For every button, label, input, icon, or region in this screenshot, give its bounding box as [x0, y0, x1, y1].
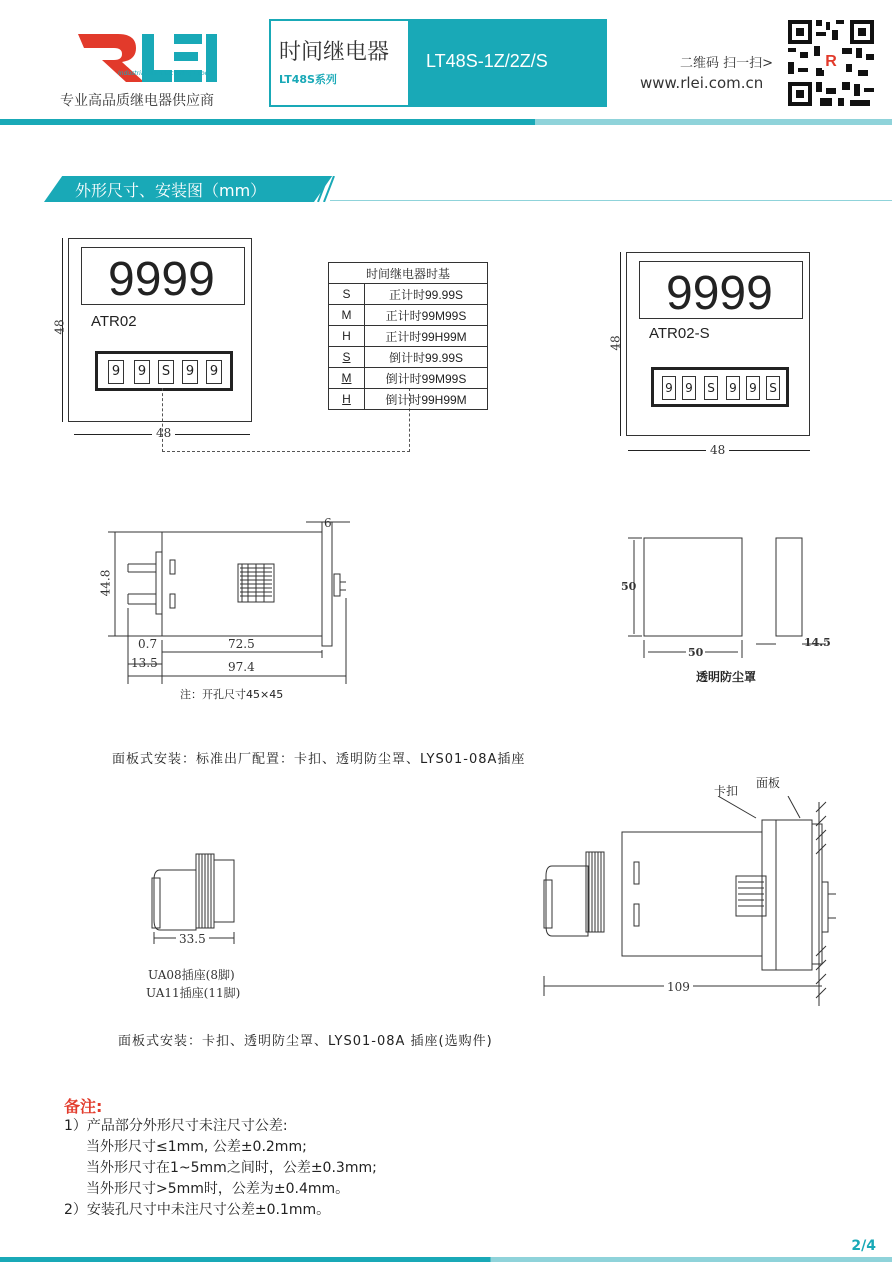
- table-cell-desc: 正计时99M99S: [365, 305, 488, 326]
- dim-13-5: 13.5: [131, 656, 158, 670]
- dust-cover-depth: 14.5: [804, 636, 831, 649]
- dim-48-height-right: 48: [608, 335, 623, 351]
- dim-0-7: 0.7: [138, 637, 158, 651]
- table-cell-code: M: [329, 368, 365, 389]
- dial-6[interactable]: S: [766, 376, 780, 400]
- dust-cover-label: 透明防尘罩: [696, 670, 757, 684]
- table-row: [329, 326, 488, 347]
- notes-title: 备注:: [64, 1097, 103, 1116]
- display-window: [639, 261, 803, 319]
- dial-2[interactable]: 9: [134, 360, 150, 384]
- note-line: 当外形尺寸在1~5mm之间时，公差±0.3mm;: [86, 1160, 377, 1176]
- qr-code[interactable]: [786, 18, 876, 108]
- label-panel: 面板: [756, 776, 781, 790]
- table-cell-desc: 正计时99.99S: [365, 284, 488, 305]
- table-cell-code: S: [329, 284, 365, 305]
- dial-4[interactable]: 9: [182, 360, 198, 384]
- section-title: 外形尺寸、安装图（mm）: [75, 181, 267, 200]
- stripes-graphic: [306, 176, 336, 202]
- table-row: [329, 347, 488, 368]
- title-cn: 时间继电器: [279, 40, 390, 65]
- dial-1[interactable]: 9: [108, 360, 124, 384]
- note-line: 当外形尺寸≤1mm, 公差±0.2mm;: [86, 1139, 307, 1155]
- table-header-row: [329, 263, 488, 284]
- header-divider: [0, 119, 892, 125]
- qr-code-graphic: [786, 18, 876, 108]
- dim-72-5: 72.5: [228, 637, 255, 651]
- dust-cover-width: 50: [688, 646, 704, 659]
- table-cell-code: H: [329, 389, 365, 410]
- front-view-atr02-s: [626, 252, 810, 436]
- socket-dim: 33.5: [176, 932, 209, 946]
- section-title-stripes: [306, 176, 336, 202]
- table-row: [329, 368, 488, 389]
- series-label: LT48S系列: [279, 73, 337, 86]
- dust-cover-height: 50: [621, 580, 637, 593]
- website[interactable]: www.rlei.com.cn: [640, 74, 764, 92]
- title-right-panel: [408, 21, 605, 105]
- panel-mount-drawing: [538, 796, 858, 1006]
- table-row: [329, 305, 488, 326]
- dial-3[interactable]: S: [158, 360, 174, 384]
- display-window: [81, 247, 245, 305]
- caption-optional-config: 面板式安装：卡扣、透明防尘罩、LYS01-08A 插座(选购件): [118, 1034, 493, 1049]
- dial-1[interactable]: 9: [662, 376, 676, 400]
- notes-block: [64, 1116, 377, 1221]
- logo: [70, 26, 220, 86]
- logo-tagline: Industrial Manufacturing Expert: [118, 70, 214, 77]
- table-row: [329, 389, 488, 410]
- table-cell-code: M: [329, 305, 365, 326]
- socket-label-8: UA08插座(8脚): [148, 968, 235, 982]
- dial-switch-block: [651, 367, 789, 407]
- qr-caption: 二维码 扫一扫>: [680, 56, 774, 71]
- caption-standard-config: 面板式安装：标准出厂配置：卡扣、透明防尘罩、LYS01-08A插座: [112, 752, 526, 767]
- table-row: [329, 284, 488, 305]
- display-value: 9999: [666, 267, 773, 320]
- title-box: [269, 19, 607, 107]
- table-cell-desc: 倒计时99.99S: [365, 347, 488, 368]
- dial-2[interactable]: 9: [682, 376, 696, 400]
- svg-text:R: R: [825, 53, 837, 70]
- cutout-note: 注：开孔尺寸45×45: [180, 688, 284, 701]
- dim-97-4: 97.4: [228, 660, 255, 674]
- dial-switch-block: [95, 351, 233, 391]
- display-value: 9999: [108, 253, 215, 306]
- dial-5[interactable]: 9: [746, 376, 760, 400]
- label-clip: 卡扣: [714, 784, 739, 798]
- model-label: ATR02: [91, 313, 137, 330]
- title-left-panel: [271, 21, 408, 105]
- dial-3[interactable]: S: [704, 376, 718, 400]
- rlei-logo-graphic: [70, 26, 220, 86]
- dim-44-8: 44.8: [98, 569, 113, 597]
- table-cell-desc: 倒计时99M99S: [365, 368, 488, 389]
- panel-mount-graphic: [538, 796, 858, 1006]
- table-cell-desc: 正计时99H99M: [365, 326, 488, 347]
- section-title-underline: [330, 200, 892, 201]
- dim-48-height-left: 48: [52, 319, 67, 335]
- note-line: 2）安装孔尺寸中未注尺寸公差±0.1mm。: [64, 1202, 331, 1218]
- table-header: 时间继电器时基: [329, 263, 488, 284]
- note-line: 当外形尺寸>5mm时，公差为±0.4mm。: [86, 1181, 350, 1197]
- dim-48-width-right: 48: [706, 443, 729, 457]
- model-label: ATR02-S: [649, 325, 710, 342]
- panel-mount-dim: 109: [664, 980, 693, 994]
- dim-6: 6: [324, 516, 332, 530]
- model-title: LT48S-1Z/2Z/S: [426, 51, 548, 71]
- dial-5[interactable]: 9: [206, 360, 222, 384]
- dial-4[interactable]: 9: [726, 376, 740, 400]
- company-slogan: 专业高品质继电器供应商: [60, 93, 214, 109]
- table-cell-desc: 倒计时99H99M: [365, 389, 488, 410]
- table-cell-code: H: [329, 326, 365, 347]
- page-number: 2/4: [851, 1238, 876, 1254]
- socket-label-11: UA11插座(11脚): [146, 986, 241, 1000]
- note-line: 1）产品部分外形尺寸未注尺寸公差:: [64, 1118, 288, 1134]
- table-cell-code: S: [329, 347, 365, 368]
- footer-divider: [0, 1257, 892, 1262]
- timebase-table: [328, 262, 488, 410]
- dim-48-width-left: 48: [152, 426, 175, 440]
